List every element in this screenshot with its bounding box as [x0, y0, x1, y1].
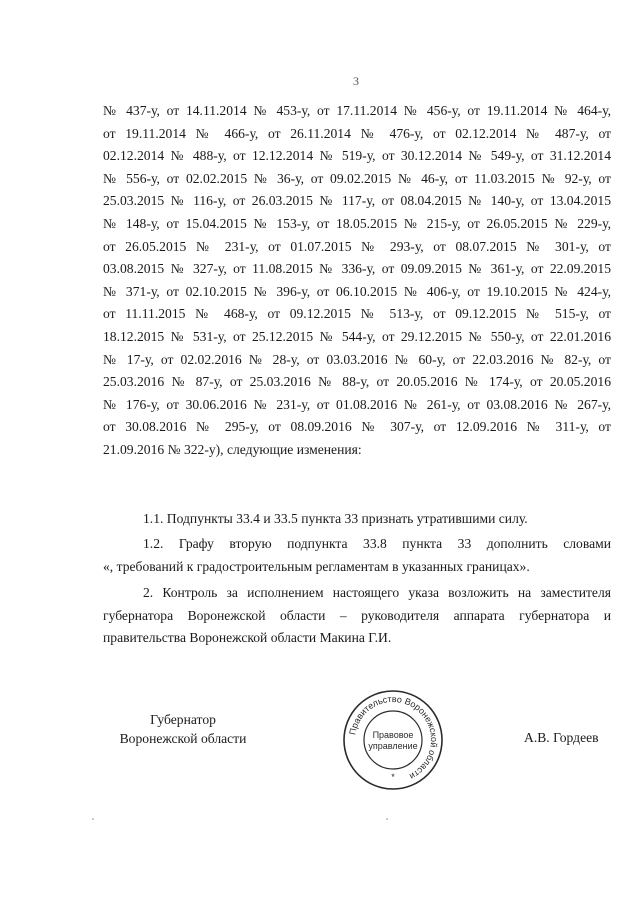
- item-1-2-line-2: «, требований к градостроительным регламентам в указанных границах».: [103, 558, 530, 574]
- official-seal: [341, 688, 445, 792]
- body-line: 21.09.2016 № 322-у), следующие изменения:: [103, 441, 362, 457]
- item-1-1-text: 1.1. Подпункты 33.4 и 33.5 пункта 33 признать утратившими силу.: [143, 511, 528, 526]
- seal-ring-text: Правительство Воронежской области: [347, 693, 440, 782]
- page-number: 3: [353, 74, 359, 88]
- body-line: № 371-у, от 02.10.2015 № 396-у, от 06.10.2015 № 406-у, от 19.10.2015 № 424-у,: [103, 283, 611, 299]
- seal-graphic: [341, 688, 445, 792]
- item-2: [103, 582, 611, 650]
- signatory-title-line-2: Воронежской области: [119, 731, 247, 746]
- signatory-title-line-1: Губернатор: [150, 712, 216, 727]
- item-2-line-2: губернатора Воронежской области – руководителя аппарата губернатора и: [103, 607, 611, 623]
- item-1-2: [103, 533, 611, 578]
- seal-star: *: [391, 772, 395, 782]
- signatory-title: [103, 710, 263, 748]
- scan-speck: [386, 818, 388, 820]
- item-1-1: [103, 508, 611, 531]
- scan-speck: [92, 818, 94, 820]
- seal-center-line-1: Правовое: [372, 730, 414, 740]
- seal-center-line-2: управление: [368, 741, 418, 751]
- body-line: 02.12.2014 № 488-у, от 12.12.2014 № 519-у, от 30.12.2014 № 549-у, от 31.12.2014: [103, 148, 611, 164]
- body-line: от 26.05.2015 № 231-у, от 01.07.2015 № 293-у, от 08.07.2015 № 301-у, от: [103, 238, 611, 254]
- body-line: 18.12.2015 № 531-у, от 25.12.2015 № 544-у, от 29.12.2015 № 550-у, от 22.01.2016: [103, 328, 611, 344]
- signatory-name: А.В. Гордеев: [524, 730, 599, 745]
- item-1-2-line-1: 1.2. Графу вторую подпункта 33.8 пункта 33 дополнить словами: [143, 536, 611, 551]
- item-2-line-3: правительства Воронежской области Макина Г.И.: [103, 630, 392, 646]
- seal-inner-ring: [364, 711, 422, 769]
- body-line: 25.03.2016 № 87-у, от 25.03.2016 № 88-у, от 20.05.2016 № 174-у, от 20.05.2016: [103, 374, 611, 390]
- body-line: № 556-у, от 02.02.2015 № 36-у, от 09.02.2015 № 46-у, от 11.03.2015 № 92-у, от: [103, 170, 611, 186]
- body-line: от 30.08.2016 № 295-у, от 08.09.2016 № 307-у, от 12.09.2016 № 311-у, от: [103, 419, 611, 435]
- body-line: от 11.11.2015 № 468-у, от 09.12.2015 № 513-у, от 09.12.2015 № 515-у, от: [103, 306, 611, 322]
- body-line: № 437-у, от 14.11.2014 № 453-у, от 17.11.2014 № 456-у, от 19.11.2014 № 464-у,: [103, 103, 611, 118]
- body-line: № 148-у, от 15.04.2015 № 153-у, от 18.05.2015 № 215-у, от 26.05.2015 № 229-у,: [103, 215, 611, 231]
- body-line: 03.08.2015 № 327-у, от 11.08.2015 № 336-у, от 09.09.2015 № 361-у, от 22.09.2015: [103, 261, 611, 277]
- body-line: 25.03.2015 № 116-у, от 26.03.2015 № 117-у, от 08.04.2015 № 140-у, от 13.04.2015: [103, 193, 611, 209]
- item-2-line-1: 2. Контроль за исполнением настоящего указа возложить на заместителя: [143, 585, 611, 600]
- body-line: № 176-у, от 30.06.2016 № 231-у, от 01.08.2016 № 261-у, от 03.08.2016 № 267-у,: [103, 396, 611, 412]
- body-line: от 19.11.2014 № 466-у, от 26.11.2014 № 476-у, от 02.12.2014 № 487-у, от: [103, 125, 611, 141]
- body-line: № 17-у, от 02.02.2016 № 28-у, от 03.03.2016 № 60-у, от 22.03.2016 № 82-у, от: [103, 351, 611, 367]
- body-text: [103, 100, 611, 462]
